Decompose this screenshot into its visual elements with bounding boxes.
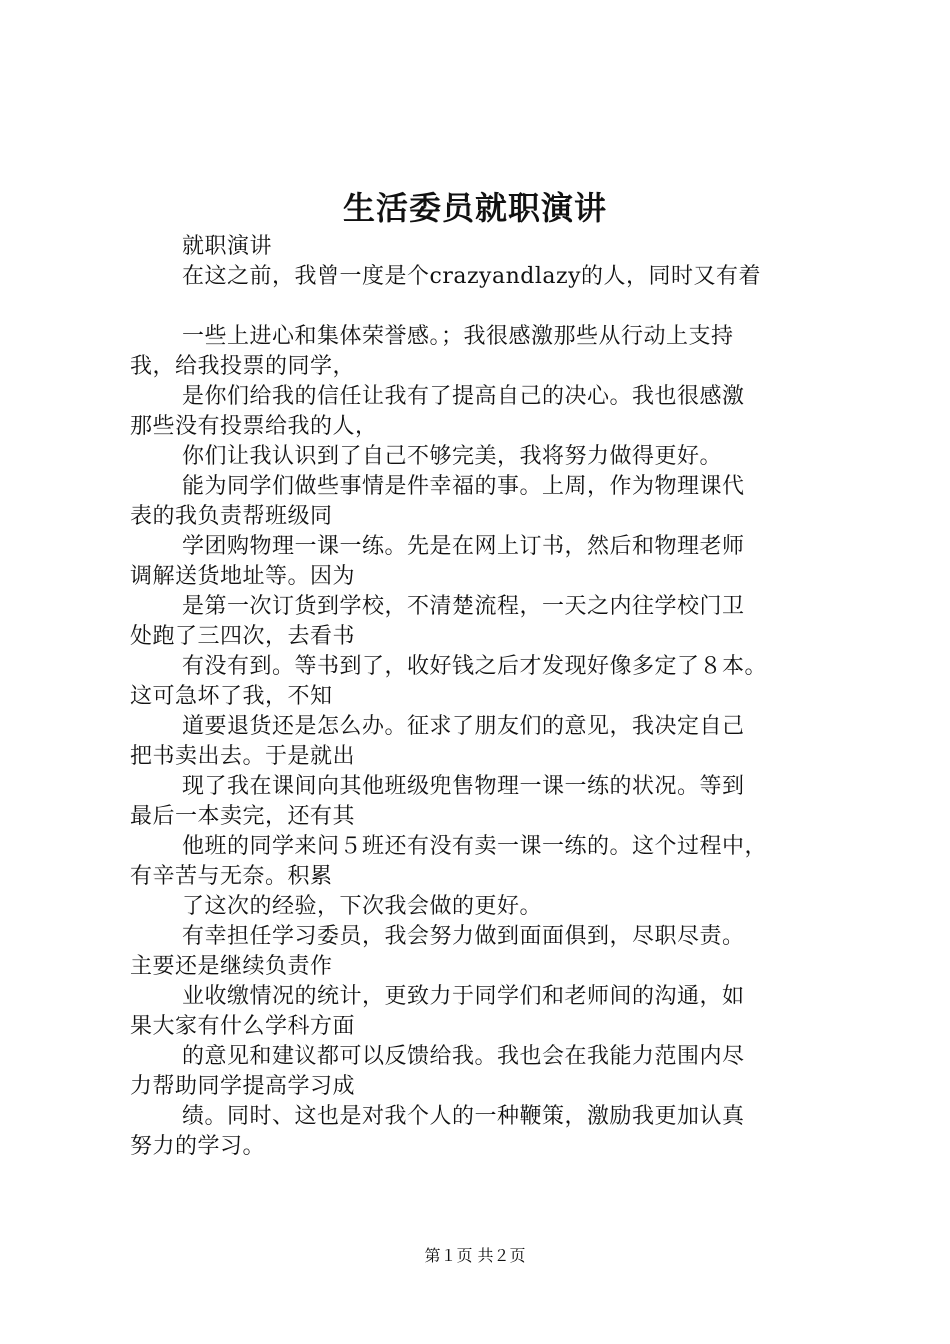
text-line: 能为同学们做些事情是件幸福的事。上周，作为物理课代 — [182, 474, 745, 499]
page-title: 生活委员就职演讲 — [342, 189, 607, 227]
document-body — [130, 232, 840, 1162]
text-line: 了这次的经验，下次我会做的更好。 — [182, 894, 543, 919]
text-line: 表的我负责帮班级同 — [130, 504, 333, 529]
text-line: 处跑了三四次，去看书 — [130, 624, 356, 649]
text-line: 有幸担任学习委员，我会努力做到面面俱到，尽职尽责。 — [182, 924, 745, 949]
text-line: 果大家有什么学科方面 — [130, 1014, 356, 1039]
text-line: 有辛苦与无奈。积累 — [130, 864, 333, 889]
text-line: 的意见和建议都可以反馈给我。我也会在我能力范围内尽 — [182, 1044, 745, 1069]
text-line: 努力的学习。 — [130, 1134, 266, 1159]
text-line: 学团购物理一课一练。先是在网上订书，然后和物理老师 — [182, 534, 745, 559]
text-line: 你们让我认识到了自己不够完美，我将努力做得更好。 — [182, 444, 723, 469]
text-line: 主要还是继续负责作 — [130, 954, 333, 979]
text-line: 道要退货还是怎么办。征求了朋友们的意见，我决定自己 — [182, 714, 745, 739]
text-line: 是第一次订货到学校，不清楚流程，一天之内往学校门卫 — [182, 594, 745, 619]
text-line: 绩。同时、这也是对我个人的一种鞭策，激励我更加认真 — [182, 1104, 745, 1129]
text-line: 力帮助同学提高学习成 — [130, 1074, 356, 1099]
text-line: 在这之前，我曾一度是个crazyandlazy的人，同时又有着 — [182, 264, 762, 289]
text-line: 业收缴情况的统计，更致力于同学们和老师间的沟通，如 — [182, 984, 745, 1009]
text-line: 最后一本卖完，还有其 — [130, 804, 356, 829]
text-line: 我，给我投票的同学， — [130, 354, 356, 379]
text-line: 把书卖出去。于是就出 — [130, 744, 356, 769]
text-line: 现了我在课间向其他班级兜售物理一课一练的状况。等到 — [182, 774, 745, 799]
text-line: 有没有到。等书到了，收好钱之后才发现好像多定了８本。 — [182, 654, 768, 679]
text-line: 就职演讲 — [182, 234, 273, 259]
text-line: 一些上进心和集体荣誉感。；我很感激那些从行动上支持 — [182, 324, 734, 349]
text-line: 这可急坏了我，不知 — [130, 684, 333, 709]
page-number-footer: 第１页 共２页 — [424, 1246, 526, 1265]
blank-line — [130, 292, 840, 322]
text-line: 调解送货地址等。因为 — [130, 564, 356, 589]
text-line: 那些没有投票给我的人， — [130, 414, 378, 439]
text-line: 是你们给我的信任让我有了提高自己的决心。我也很感激 — [182, 384, 745, 409]
text-line: 他班的同学来问５班还有没有卖一课一练的。这个过程中， — [182, 834, 768, 859]
